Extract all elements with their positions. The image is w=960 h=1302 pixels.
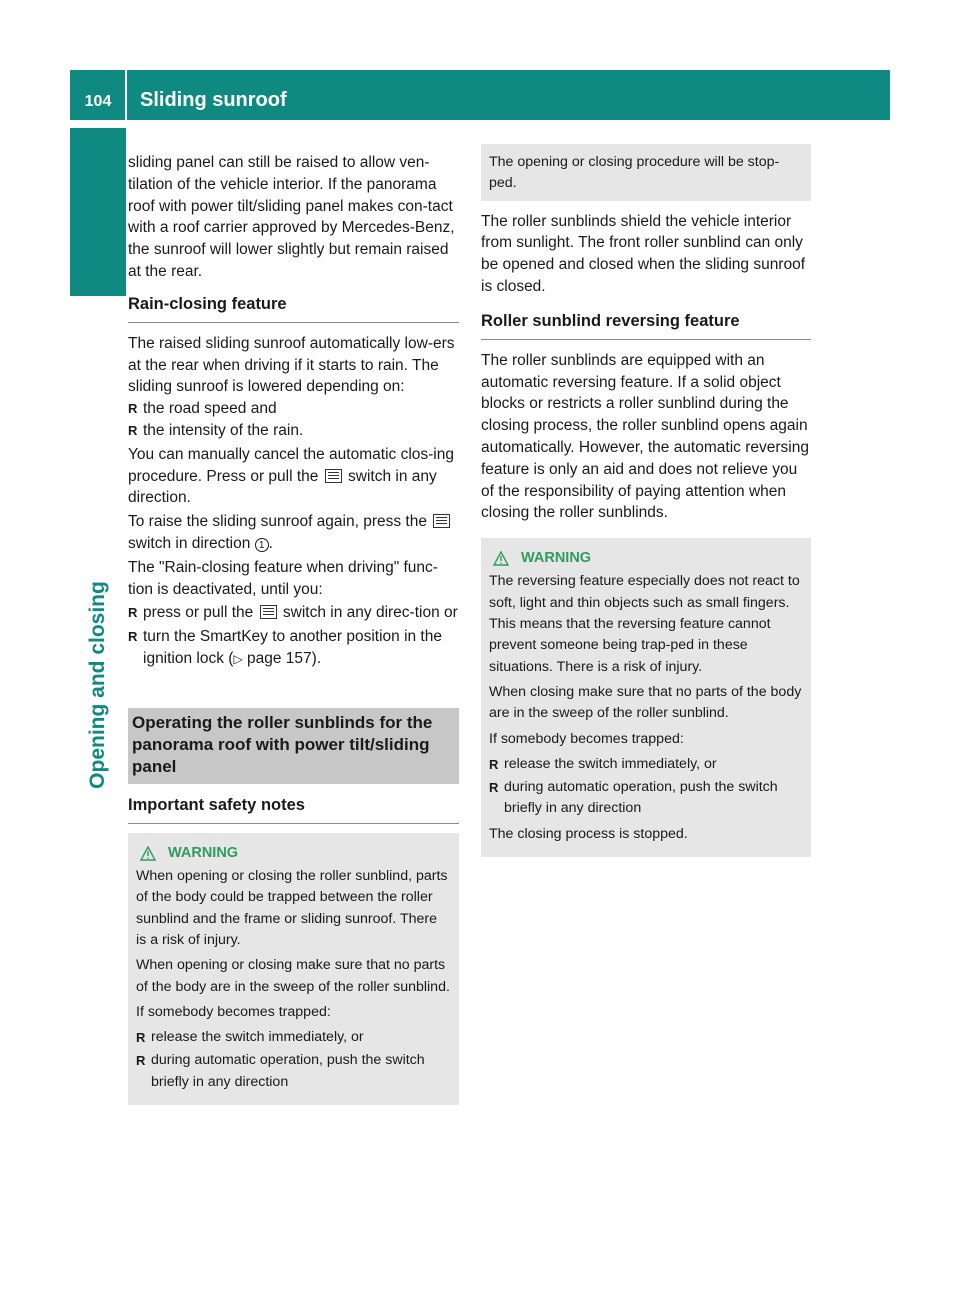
- warning-triangle-icon: [140, 846, 156, 861]
- list-item: R turn the SmartKey to another position in the ignition lock (▷ page 157).: [128, 628, 442, 667]
- list-item: R release the switch immediately, or: [489, 755, 717, 772]
- side-chapter-label: Opening and closing: [86, 581, 109, 789]
- warning-title: WARNING: [489, 548, 803, 569]
- warning-triangle-icon: [493, 551, 509, 566]
- reversing-feature-heading: Roller sunblind reversing feature: [481, 310, 811, 340]
- list-item: R during automatic operation, push the switch briefly in any direction: [489, 779, 778, 817]
- warning-text: If somebody becomes trapped:: [489, 730, 684, 747]
- rain-closing-heading: Rain-closing feature: [128, 293, 459, 323]
- page-reference-link[interactable]: page 157).: [242, 649, 322, 667]
- roller-sunblinds-heading: Operating the roller sunblinds for the panorama roof with power tilt/sliding panel: [128, 708, 459, 784]
- reversing-paragraph: The roller sunblinds are equipped with an automatic reversing feature. If a solid object blocks or restricts a roller sunblind during the closing process, the roller sunblind opens again automatically. However, the automatic reversing feature is only an aid and does not relieve you of the responsibility of paying attention when closing the roller sunblinds.: [481, 351, 809, 522]
- switch-icon: [325, 469, 342, 483]
- warning-text: The reversing feature especially does not react to soft, light and thin objects such as small fingers. This means that the reversing feature cannot prevent someone being trap-ped in these situations. There is a risk of injury.: [489, 573, 800, 675]
- warning-text: When opening or closing make sure that no parts of the body are in the sweep of the roller sunblind.: [136, 957, 450, 995]
- list-item: R press or pull the switch in any direc-tion or: [128, 604, 458, 622]
- page-number: 104: [84, 93, 112, 110]
- section-title: Sliding sunroof: [140, 89, 287, 111]
- list-item: R during automatic operation, push the switch briefly in any direction: [136, 1052, 425, 1090]
- warning-box: [128, 833, 459, 1105]
- warning-text: When opening or closing the roller sunblind, parts of the body could be trapped between the roller sunblind and the frame or sliding sunroof. There is a risk of injury.: [136, 868, 448, 948]
- deactivate-paragraph: The "Rain-closing feature when driving" func-tion is deactivated, until you:: [128, 558, 438, 598]
- warning-text: When closing make sure that no parts of the body are in the sweep of the roller sunblind.: [489, 683, 802, 722]
- left-column: [128, 152, 459, 1105]
- warning-text: If somebody becomes trapped:: [136, 1003, 331, 1020]
- header-divider: [125, 70, 127, 120]
- direction-1-icon: 1: [255, 538, 269, 552]
- sunblinds-paragraph: The roller sunblinds shield the vehicle interior from sunlight. The front roller sunblind can only be opened and closed when the sliding sunroof is closed.: [481, 212, 806, 295]
- page-ref-arrow-icon: ▷: [233, 651, 243, 666]
- raise-paragraph: To raise the sliding sunroof again, press the switch in direction 1 .: [128, 511, 459, 555]
- list-item: R the road speed and: [128, 400, 277, 418]
- cancel-paragraph: You can manually cancel the automatic clos-ing procedure. Press or pull the switch in any direction.: [128, 445, 454, 507]
- list-item: R the intensity of the rain.: [128, 421, 304, 439]
- switch-icon: [260, 605, 277, 619]
- side-tab-block: [70, 128, 126, 296]
- switch-icon: [433, 514, 450, 528]
- list-item: R release the switch immediately, or: [136, 1029, 364, 1046]
- rain-paragraph: The raised sliding sunroof automatically low-ers at the rear when driving if it starts to rain. The sliding sunroof is lowered depending on:: [128, 334, 455, 396]
- intro-paragraph: sliding panel can still be raised to allow ven-tilation of the vehicle interior. If the panorama roof with power tilt/sliding panel makes con-tact with a roof carrier approved by Mercedes-Benz, the sunroof will lower slightly but remain raised at the rear.: [128, 154, 455, 280]
- right-column: [481, 152, 811, 857]
- warning-box: [481, 538, 811, 857]
- safety-notes-heading: Important safety notes: [128, 794, 459, 824]
- warning-text: The closing process is stopped.: [489, 825, 688, 842]
- warning-title: WARNING: [136, 843, 451, 864]
- continued-note-box: The opening or closing procedure will be stop-ped.: [481, 144, 811, 201]
